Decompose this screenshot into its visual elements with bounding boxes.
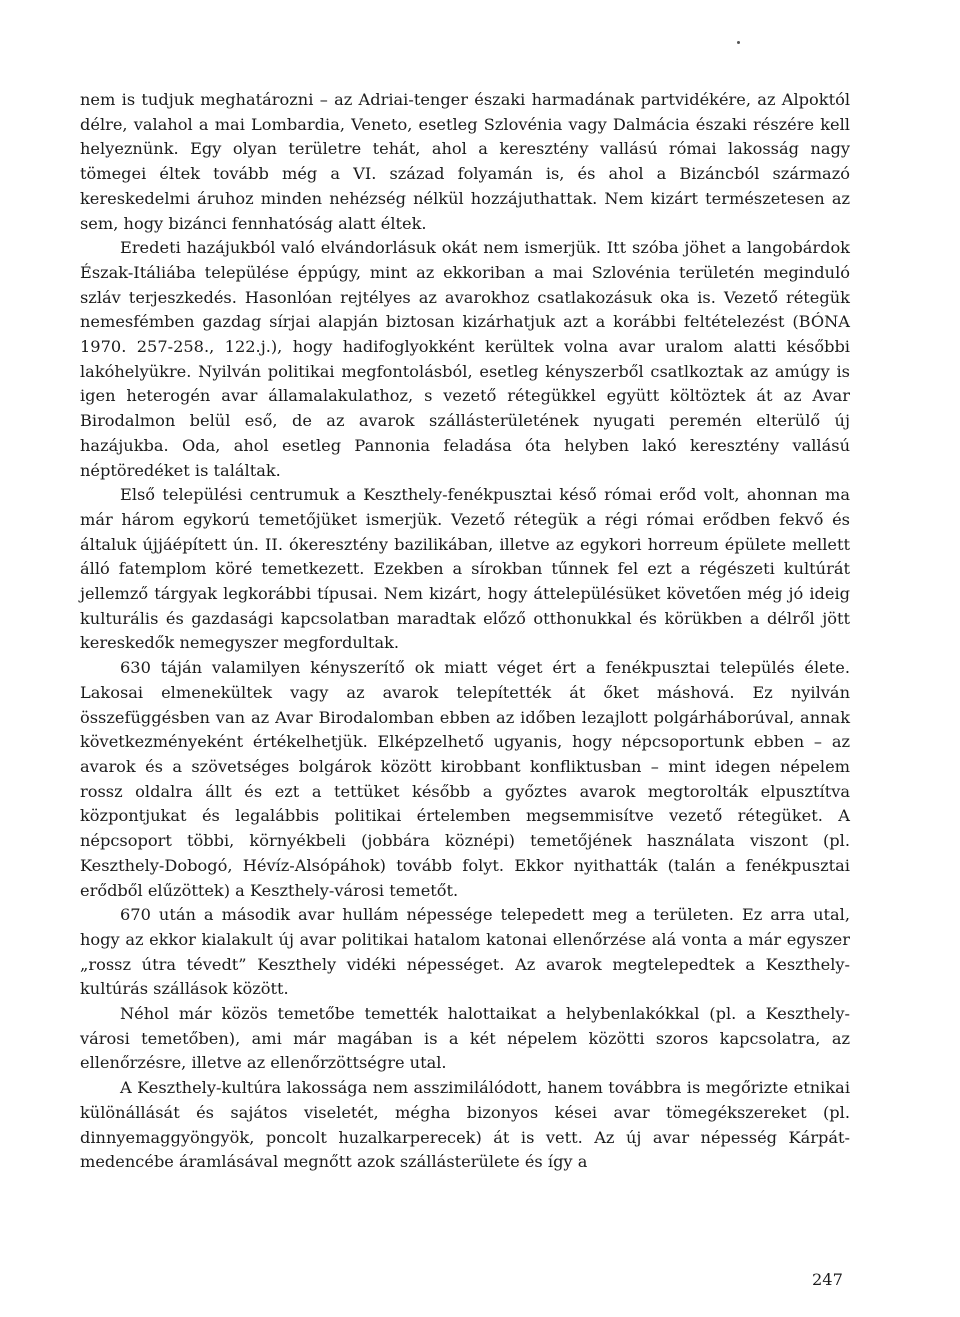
page-body [80,88,850,1175]
paragraph-7: A Keszthely-kultúra lakossága nem asszimilálódott, hanem továbbra is megőrizte etnikai különállását és sajátos viseletét, mégha bizonyos kései avar tömegékszereket (pl. dinnyemaggyöngyök, poncolt huzalkarperecek) át is vett. Az új avar népesség Kárpát-medencébe áramlásával megnőtt azok szállásterülete és így a [80,1078,850,1172]
scan-speck [737,41,740,44]
paragraph-6: Néhol már közös temetőbe temették halottaikat a helybenlakókkal (pl. a Keszthely-városi temetőben), ami már magában is a két népelem közötti szoros kapcsolatra, az ellenőrzésre, illetve az ellenőrzöttségre utal. [80,1004,850,1073]
paragraph-1: nem is tudjuk meghatározni – az Adriai-tenger északi harmadának partvidékére, az Alpoktól délre, valahol a mai Lombardia, Veneto, esetleg Szlovénia vagy Dalmácia északi részére kell helyeznünk. Egy olyan területre tehát, ahol a keresztény vallású római lakosság nagy tömegei éltek tovább még a VI. század folyamán is, és ahol a Bizáncból származó kereskedelmi áruhoz minden nehézség nélkül hozzájuthattak. Nem kizárt természetesen az sem, hogy bizánci fennhatóság alatt éltek. [80,90,850,233]
paragraph-2: Eredeti hazájukból való elvándorlásuk okát nem ismerjük. Itt szóba jöhet a langobárdok Észak-Itáliába települése éppúgy, mint az ekkoriban a mai Szlovénia területén meginduló szláv terjeszkedés. Hasonlóan rejtélyes az avarokhoz csatlakozásuk oka is. Vezető rétegük nemesfémben gazdag sírjai alapján biztosan kizárhatjuk azt a korábbi feltételezést (BÓNA 1970. 257-258., 122.j.), hogy hadifoglyokként kerültek volna avar uralom alatti későbbi lakóhelyükre. Nyilván politikai megfontolásból, esetleg kényszerből csatlkoztak az amúgy is igen heterogén avar államalakulathoz, s vezető rétegükkel együtt költöztek át az Avar Birodalmon belül eső, de az avarok szállásterületének nyugati peremén elterülő új hazájukba. Oda, ahol esetleg Pannonia feladása óta helyben lakó keresztény vallású néptöredéket is találtak. [80,238,850,480]
paragraph-3: Első települési centrumuk a Keszthely-fenékpusztai késő római erőd volt, ahonnan ma már három egykorú temetőjüket ismerjük. Vezető rétegük a régi római erődben fekvő és általuk újjáépített ún. II. ókeresztény bazilikában, illetve az egykori horreum épülete mellett álló fatemplom köré temetkezett. Ezekben a sírokban tűnnek fel ezt a régészeti kultúrát jellemző tárgyak legkorábbi típusai. Nem kizárt, hogy áttelepülésüket követően még jó ideig kulturális és gazdasági kapcsolatban maradtak előző otthonukkal és körükben a délről jött kereskedők nemegyszer megfordultak. [80,485,850,653]
paragraph-5: 670 után a második avar hullám népessége telepedett meg a területen. Ez arra utal, hogy az ekkor kialakult új avar politikai hatalom katonai ellenőrzése alá vonta a már egyszer „rossz útra tévedt” Keszthely vidéki népességet. Az avarok megtelepedtek a Keszthely-kultúrás szállások között. [80,905,850,999]
paragraph-4: 630 táján valamilyen kényszerítő ok miatt véget ért a fenékpusztai település élete. Lakosai elmenekültek vagy az avarok telepítették át őket máshová. Ez nyilván összefüggésben van az Avar Birodalomban ebben az időben lezajlott polgárháborúval, annak következményeként értékelhetjük. Elképzelhető ugyanis, hogy népcsoportunk ebben – az avarok és a szövetséges bolgárok között kirobbant konfliktusban – mint idegen népelem rossz oldalra állt és ezt a tettüket később a győztes avarok megtorolták elpusztítva központjukat és legalábbis politikai értelemben megsemmisítve vezető rétegüket. A népcsoport többi, környékbeli (jobbára köznépi) temetőjének használata viszont (pl. Keszthely-Dobogó, Hévíz-Alsópáhok) tovább folyt. Ekkor nyithatták (talán a fenékpusztai erődből elűzöttek) a Keszthely-városi temetőt. [80,658,850,900]
page-number: 247 [812,1270,843,1289]
